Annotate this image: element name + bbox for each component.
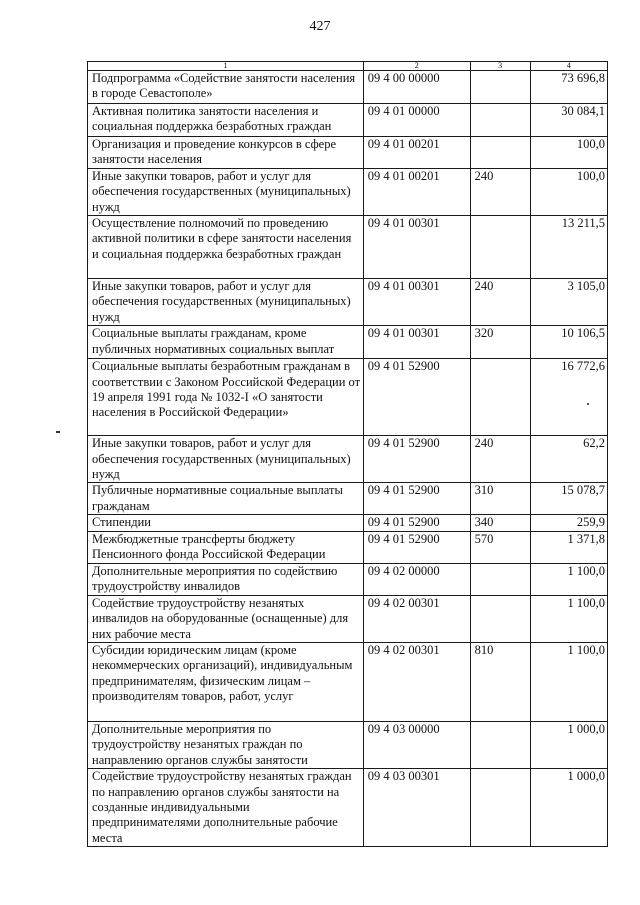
row-type-cell: 240 bbox=[470, 279, 530, 326]
table-row bbox=[88, 216, 608, 279]
row-code-cell: 09 4 01 00000 bbox=[363, 104, 470, 137]
scan-artifact-dot bbox=[587, 403, 589, 405]
row-amount-cell: 1 000,0 bbox=[530, 721, 607, 768]
row-amount-cell: 1 100,0 bbox=[530, 595, 607, 642]
row-amount-cell: 10 106,5 bbox=[530, 326, 607, 359]
table-row bbox=[88, 515, 608, 531]
row-type-cell bbox=[470, 104, 530, 137]
row-type-cell bbox=[470, 721, 530, 768]
table-row bbox=[88, 326, 608, 359]
row-name-cell: Содействие трудоустройству незанятых инвалидов на оборудованные (оснащенные) для них рабочие места bbox=[88, 595, 364, 642]
row-code-cell: 09 4 01 00301 bbox=[363, 326, 470, 359]
row-code-cell: 09 4 01 00301 bbox=[363, 279, 470, 326]
table-row bbox=[88, 104, 608, 137]
row-name-cell: Социальные выплаты гражданам, кроме публичных нормативных социальных выплат bbox=[88, 326, 364, 359]
row-amount-cell: 3 105,0 bbox=[530, 279, 607, 326]
row-code-cell: 09 4 02 00000 bbox=[363, 563, 470, 595]
row-type-cell: 810 bbox=[470, 642, 530, 721]
row-type-cell bbox=[470, 216, 530, 279]
row-amount-cell: 1 100,0 bbox=[530, 563, 607, 595]
column-number-1: 1 bbox=[88, 62, 364, 71]
row-type-cell: 570 bbox=[470, 531, 530, 563]
column-number-row bbox=[88, 62, 608, 71]
budget-table bbox=[87, 61, 608, 847]
row-name-cell: Иные закупки товаров, работ и услуг для обеспечения государственных (муниципальных) нужд bbox=[88, 436, 364, 483]
row-name-cell: Межбюджетные трансферты бюджету Пенсионного фонда Российской Федерации bbox=[88, 531, 364, 563]
row-name-cell: Иные закупки товаров, работ и услуг для обеспечения государственных (муниципальных) нужд bbox=[88, 168, 364, 215]
column-number-2: 2 bbox=[363, 62, 470, 71]
table-row bbox=[88, 721, 608, 768]
page-number: 427 bbox=[309, 19, 331, 34]
row-name-cell: Подпрограмма «Содействие занятости населения в городе Севастополе» bbox=[88, 71, 364, 104]
row-name-cell: Стипендии bbox=[88, 515, 364, 531]
row-amount-cell: 15 078,7 bbox=[530, 483, 607, 515]
table-row bbox=[88, 168, 608, 215]
table-row bbox=[88, 563, 608, 595]
row-name-cell: Дополнительные мероприятия по трудоустройству незанятых граждан по направлению органов службы занятости bbox=[88, 721, 364, 768]
table-row bbox=[88, 642, 608, 721]
scan-artifact-mark bbox=[56, 431, 60, 433]
row-type-cell: 340 bbox=[470, 515, 530, 531]
table-row bbox=[88, 359, 608, 436]
row-type-cell: 240 bbox=[470, 436, 530, 483]
row-code-cell: 09 4 01 52900 bbox=[363, 436, 470, 483]
row-amount-cell: 100,0 bbox=[530, 137, 607, 169]
row-code-cell: 09 4 00 00000 bbox=[363, 71, 470, 104]
table-row bbox=[88, 769, 608, 847]
table-row bbox=[88, 137, 608, 169]
table-row bbox=[88, 483, 608, 515]
row-amount-cell: 100,0 bbox=[530, 168, 607, 215]
row-code-cell: 09 4 01 00301 bbox=[363, 216, 470, 279]
row-amount-cell: 73 696,8 bbox=[530, 71, 607, 104]
row-code-cell: 09 4 03 00301 bbox=[363, 769, 470, 847]
row-type-cell bbox=[470, 769, 530, 847]
row-code-cell: 09 4 01 00201 bbox=[363, 137, 470, 169]
row-name-cell: Субсидии юридическим лицам (кроме некоммерческих организаций), индивидуальным предпринимателям, физическим лицам – производителям товаров, работ, услуг bbox=[88, 642, 364, 721]
row-name-cell: Социальные выплаты безработным гражданам в соответствии с Законом Российской Федерации от 19 апреля 1991 года № 1032-I «О занятости населения в Российской Федерации» bbox=[88, 359, 364, 436]
row-name-cell: Содействие трудоустройству незанятых граждан по направлению органов службы занятости на созданные индивидуальными предпринимателями дополнительные рабочие места bbox=[88, 769, 364, 847]
row-amount-cell: 62,2 bbox=[530, 436, 607, 483]
row-type-cell bbox=[470, 71, 530, 104]
row-code-cell: 09 4 01 52900 bbox=[363, 483, 470, 515]
column-number-3: 3 bbox=[470, 62, 530, 71]
row-code-cell: 09 4 01 52900 bbox=[363, 531, 470, 563]
column-number-4: 4 bbox=[530, 62, 607, 71]
row-amount-cell: 16 772,6 bbox=[530, 359, 607, 436]
row-amount-cell: 259,9 bbox=[530, 515, 607, 531]
row-name-cell: Организация и проведение конкурсов в сфере занятости населения bbox=[88, 137, 364, 169]
row-amount-cell: 1 371,8 bbox=[530, 531, 607, 563]
row-type-cell: 310 bbox=[470, 483, 530, 515]
row-type-cell bbox=[470, 595, 530, 642]
table-row bbox=[88, 531, 608, 563]
table-row bbox=[88, 279, 608, 326]
row-name-cell: Дополнительные мероприятия по содействию трудоустройству инвалидов bbox=[88, 563, 364, 595]
row-type-cell bbox=[470, 137, 530, 169]
row-code-cell: 09 4 01 52900 bbox=[363, 515, 470, 531]
row-type-cell bbox=[470, 563, 530, 595]
row-amount-cell: 1 000,0 bbox=[530, 769, 607, 847]
row-code-cell: 09 4 02 00301 bbox=[363, 595, 470, 642]
row-name-cell: Активная политика занятости населения и социальная поддержка безработных граждан bbox=[88, 104, 364, 137]
budget-table-body bbox=[88, 62, 608, 847]
row-amount-cell: 30 084,1 bbox=[530, 104, 607, 137]
row-type-cell: 240 bbox=[470, 168, 530, 215]
row-type-cell bbox=[470, 359, 530, 436]
row-amount-cell: 1 100,0 bbox=[530, 642, 607, 721]
row-name-cell: Иные закупки товаров, работ и услуг для обеспечения государственных (муниципальных) нужд bbox=[88, 279, 364, 326]
table-row bbox=[88, 436, 608, 483]
row-code-cell: 09 4 02 00301 bbox=[363, 642, 470, 721]
row-code-cell: 09 4 01 00201 bbox=[363, 168, 470, 215]
row-name-cell: Публичные нормативные социальные выплаты гражданам bbox=[88, 483, 364, 515]
table-row bbox=[88, 595, 608, 642]
row-type-cell: 320 bbox=[470, 326, 530, 359]
row-amount-cell: 13 211,5 bbox=[530, 216, 607, 279]
row-name-cell: Осуществление полномочий по проведению активной политики в сфере занятости населения и социальная поддержка безработных граждан bbox=[88, 216, 364, 279]
table-row bbox=[88, 71, 608, 104]
row-code-cell: 09 4 03 00000 bbox=[363, 721, 470, 768]
row-code-cell: 09 4 01 52900 bbox=[363, 359, 470, 436]
